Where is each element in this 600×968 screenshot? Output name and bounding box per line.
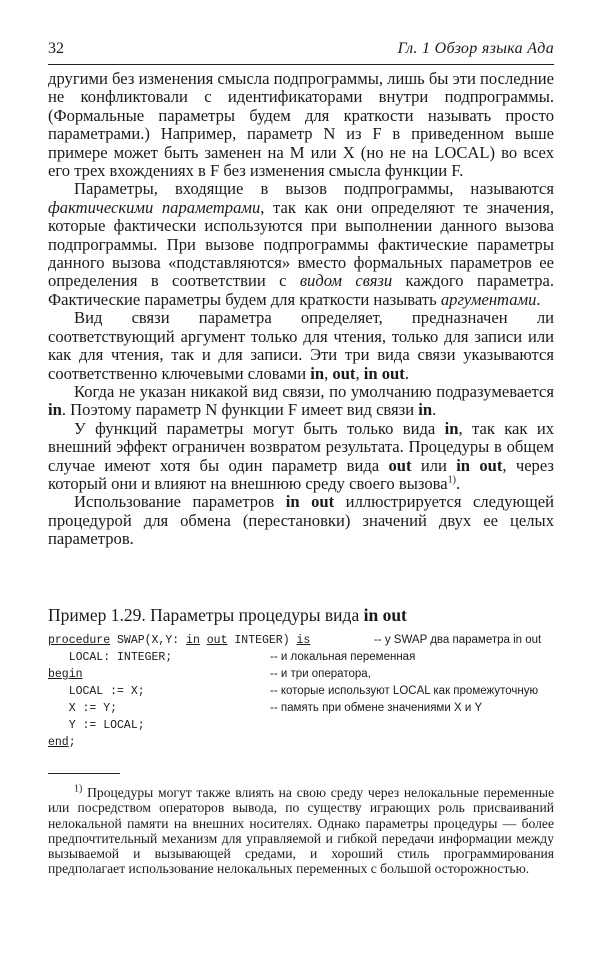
text-run: . (432, 400, 437, 420)
keyword: in out (456, 455, 503, 475)
footnote-marker: 1) (74, 783, 83, 795)
text-run: , через который они и влияют на внешнюю среду своего вызова (48, 455, 554, 493)
caption-keyword: in out (363, 605, 407, 625)
text-run: Когда не указан никакой вид связи, по умолчанию подразумевается (74, 381, 554, 401)
code-line-1 (48, 634, 310, 647)
code-comment: -- и три оператора, (270, 668, 371, 680)
caption-text: Пример 1.29. Параметры процедуры вида (48, 605, 364, 625)
text-run: У функций параметры могут быть только вида (74, 418, 445, 438)
footnote-rule (48, 773, 120, 774)
code-text (200, 634, 207, 647)
keyword: out (332, 363, 356, 383)
text-run: . (404, 363, 409, 383)
keyword: out (206, 634, 228, 647)
keyword: in (444, 418, 459, 438)
text-run: иллюстрируется следующей процедурой для обмена (перестановки) значений двух ее целых параметров. (48, 492, 554, 549)
paragraph-3 (48, 309, 554, 383)
code-text: SWAP(X,Y: (110, 634, 187, 647)
paragraph-1: другими без изменения смысла подпрограммы, лишь бы эти последние не конфликтовали с идентификаторами внутри подпрограммы. (Формальные параметры будем для краткости называть просто параметрами.) Например, параметр N из F в приведенном выше примере может быть заменен на M или X (но не на LOCAL) во всех его трех вхождениях в F без изменения смысла функции F. (48, 69, 554, 181)
text-run: Параметры, входящие в вызов подпрограммы, называются (74, 179, 554, 199)
paragraph-6 (48, 493, 554, 548)
keyword: begin (48, 668, 83, 681)
footnote-text (48, 785, 554, 877)
keyword: in (48, 400, 62, 420)
text-run: . (455, 473, 461, 493)
code-text: ; (68, 736, 76, 749)
code-text: INTEGER) (227, 634, 297, 647)
keyword: in out (363, 363, 405, 383)
paragraph-5 (48, 420, 554, 494)
code-line-7 (48, 736, 76, 749)
code-line-2: LOCAL: INTEGER; (48, 651, 173, 664)
page-number: 32 (48, 40, 64, 57)
footnote-body: Процедуры могут также влиять на свою среду через нелокальные переменные или посредством операторов вывода, по существу играющих роль присваиваний нелокальной памяти на внешних носителях. Однако параметры процедуры — более предпочтительный механизм для управляемой и гибкой передачи информации между вызываемой и вызывающей средами, и хороший стиль программирования предполагает использование нелокальных переменных с большой осторожностью. (48, 785, 554, 877)
code-comment: -- память при обмене значениями X и Y (270, 702, 483, 714)
text-run: каждого параметра. Фактические параметры будем для краткости называть (48, 271, 554, 309)
keyword: is (296, 634, 311, 647)
keyword: in (418, 400, 433, 420)
code-line-3 (48, 668, 83, 681)
text-run: , так как их внешний эффект ограничен возвратом результата. Процедуры в общем случае имеют хотя бы один параметр вида (48, 418, 554, 475)
keyword: end (48, 736, 69, 749)
code-line-6: Y := LOCAL; (48, 719, 145, 732)
text-run: . (536, 289, 541, 309)
code-line-5: X := Y; (48, 702, 118, 715)
running-title: Гл. 1 Обзор языка Ада (397, 40, 554, 57)
text-run: . Поэтому параметр N функции F имеет вид связи (61, 400, 419, 420)
text-run: Использование параметров (74, 492, 286, 512)
page-header (48, 40, 554, 65)
term-arguments: аргументами (440, 289, 537, 309)
term-actual-parameters: фактическими параметрами (48, 197, 261, 217)
keyword: procedure (48, 634, 111, 647)
paragraph-4 (48, 383, 554, 420)
keyword: out (388, 455, 412, 475)
code-comment: -- и локальная переменная (270, 651, 416, 663)
text-run: , (324, 363, 333, 383)
keyword: in (186, 634, 200, 647)
text-run: , (355, 363, 364, 383)
text-run: Вид связи параметра определяет, предназначен ли соответствующий аргумент только для чтения, только для записи или как для чтения, так и для записи. Эти три вида связи указываются соответственно ключевыми словами (48, 308, 554, 383)
keyword: in out (285, 492, 335, 512)
paragraph-2 (48, 180, 554, 309)
term-binding-mode: видом связи (299, 271, 393, 291)
keyword: in (310, 363, 325, 383)
code-comment: -- у SWAP два параметра in out (374, 634, 542, 646)
text-run: , так как они определяют те значения, которые фактически используются при выполнении данного вызова подпрограммы. При вызове подпрограммы фактические параметры данного вызова «подставляются» вместо формальных параметров ее определения в соответствии с (48, 197, 555, 291)
main-text (48, 70, 554, 549)
text-run: или (411, 455, 457, 475)
footnote-ref: 1) (447, 474, 456, 486)
code-line-4: LOCAL := X; (48, 685, 145, 698)
code-comment: -- которые используют LOCAL как промежуточную (270, 685, 539, 697)
example-caption (48, 605, 407, 626)
footnote (48, 785, 554, 877)
